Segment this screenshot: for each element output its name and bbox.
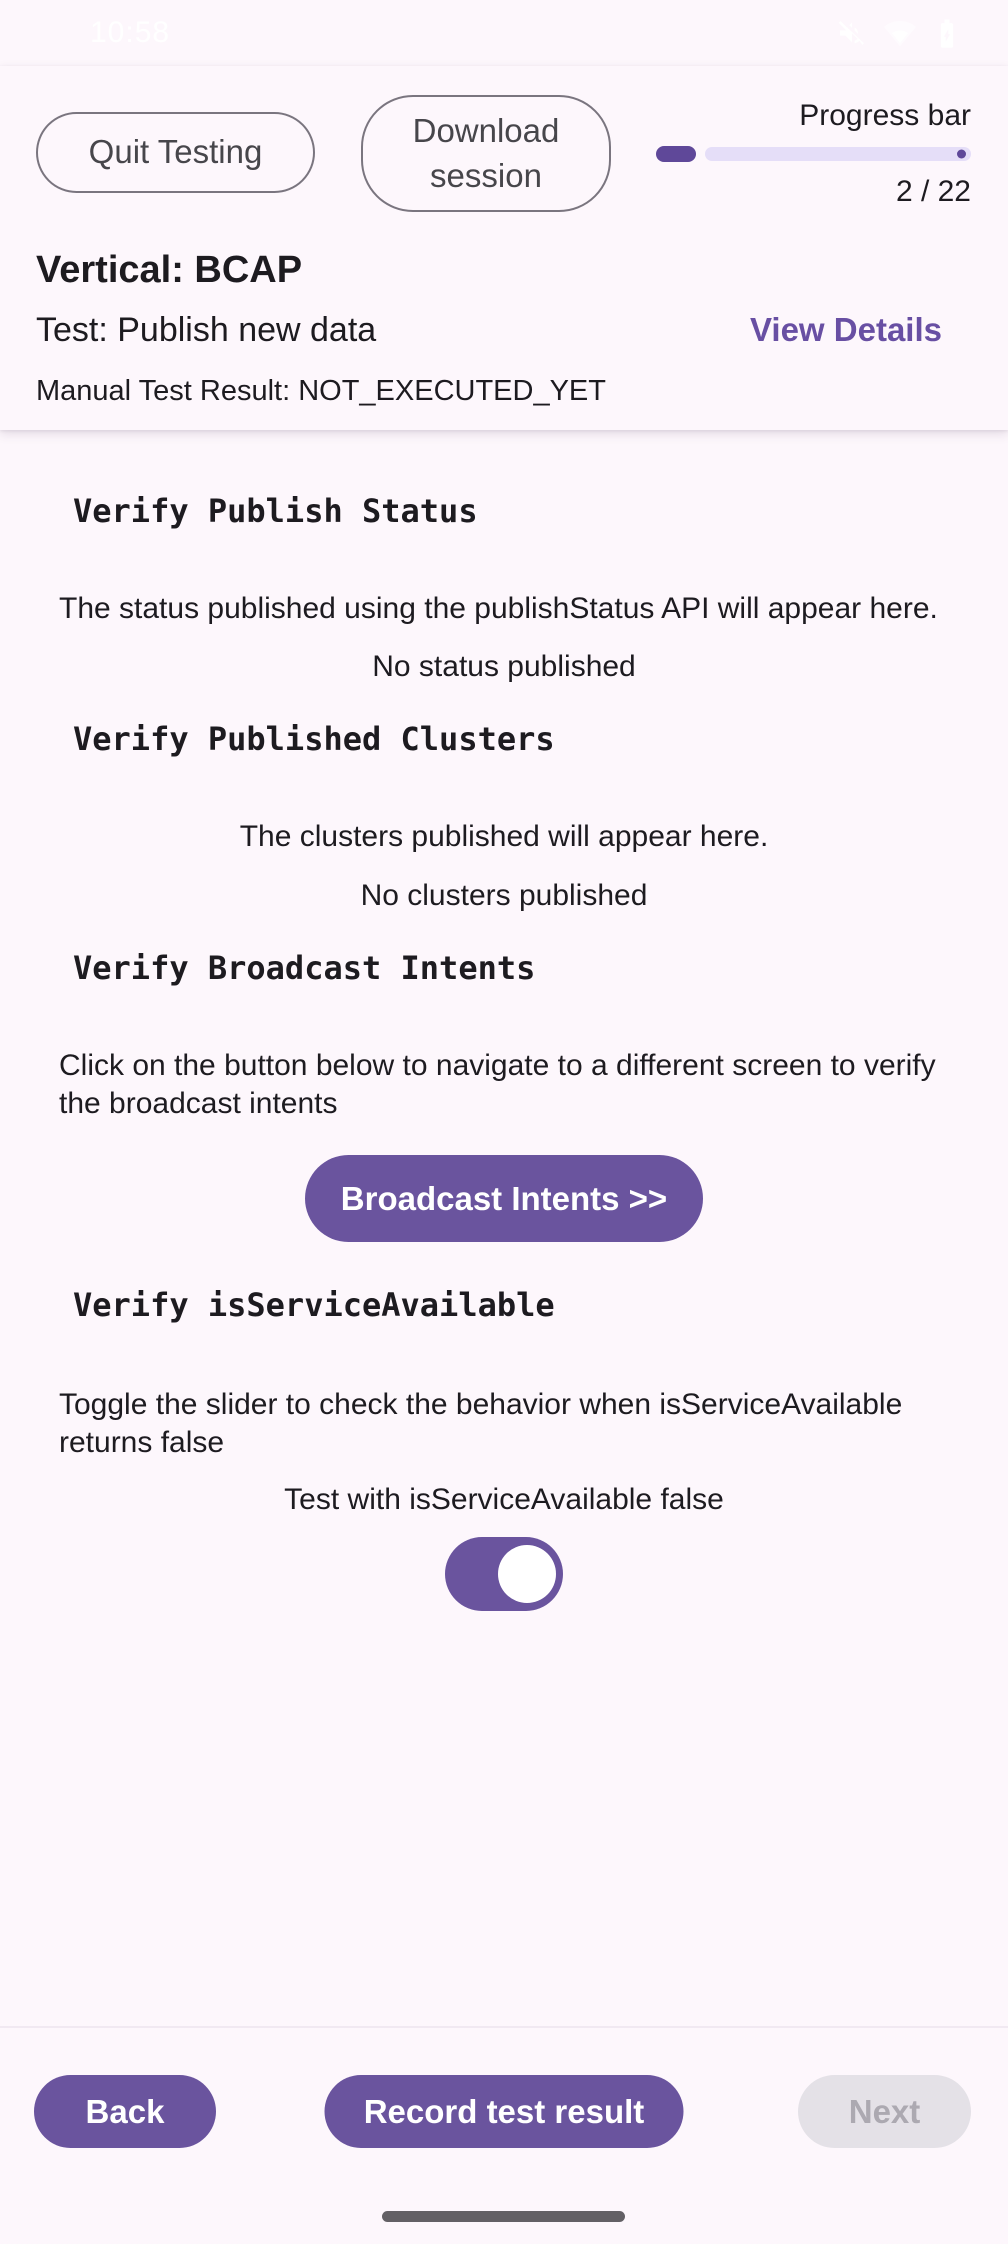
battery-charging-icon	[932, 17, 962, 49]
section-heading-is-service-available: Verify isServiceAvailable	[73, 1286, 555, 1324]
publish-status-empty-state: No status published	[372, 650, 636, 683]
broadcast-intents-description: Click on the button below to navigate to a different screen to verify the broadcast intents	[59, 1049, 936, 1120]
is-service-available-description: Toggle the slider to check the behavior when isServiceAvailable returns false	[59, 1388, 903, 1459]
progress-section	[656, 98, 971, 210]
broadcast-intents-button[interactable]: Broadcast Intents >>	[305, 1155, 703, 1242]
status-time: 10:58	[90, 16, 171, 49]
section-heading-published-clusters: Verify Published Clusters	[73, 720, 555, 758]
status-icons	[836, 17, 962, 49]
section-heading-publish-status: Verify Publish Status	[73, 492, 478, 530]
published-clusters-description: The clusters published will appear here.	[239, 820, 769, 853]
published-clusters-empty-state: No clusters published	[360, 879, 648, 912]
progress-bar-stop-dot	[957, 150, 966, 159]
download-session-button[interactable]: Download session	[361, 95, 611, 212]
status-bar	[0, 0, 1008, 66]
progress-bar-label: Progress bar	[799, 99, 971, 132]
quit-testing-button[interactable]: Quit Testing	[36, 112, 315, 193]
test-content	[0, 430, 1008, 1611]
is-service-available-toggle-label: Test with isServiceAvailable false	[284, 1483, 724, 1516]
progress-bar-fill	[656, 146, 696, 162]
is-service-available-switch[interactable]	[445, 1537, 563, 1611]
volume-muted-icon	[836, 17, 868, 49]
progress-bar	[656, 146, 971, 162]
record-test-result-button[interactable]: Record test result	[325, 2075, 684, 2148]
wifi-icon	[884, 17, 916, 49]
test-title: Test: Publish new data	[36, 311, 377, 349]
manual-test-result: Manual Test Result: NOT_EXECUTED_YET	[36, 375, 606, 407]
vertical-title: Vertical: BCAP	[36, 249, 303, 291]
back-button[interactable]: Back	[34, 2075, 216, 2148]
progress-bar-track	[705, 147, 971, 161]
bottom-action-bar	[0, 2026, 1008, 2244]
publish-status-description: The status published using the publishStatus API will appear here.	[59, 592, 938, 625]
next-button[interactable]: Next	[798, 2075, 971, 2148]
progress-count: 2 / 22	[895, 175, 971, 208]
switch-thumb	[498, 1545, 556, 1603]
test-header	[0, 66, 1008, 430]
navigation-handle[interactable]	[382, 2211, 625, 2222]
section-heading-broadcast-intents: Verify Broadcast Intents	[73, 949, 536, 987]
view-details-link[interactable]: View Details	[750, 311, 942, 348]
